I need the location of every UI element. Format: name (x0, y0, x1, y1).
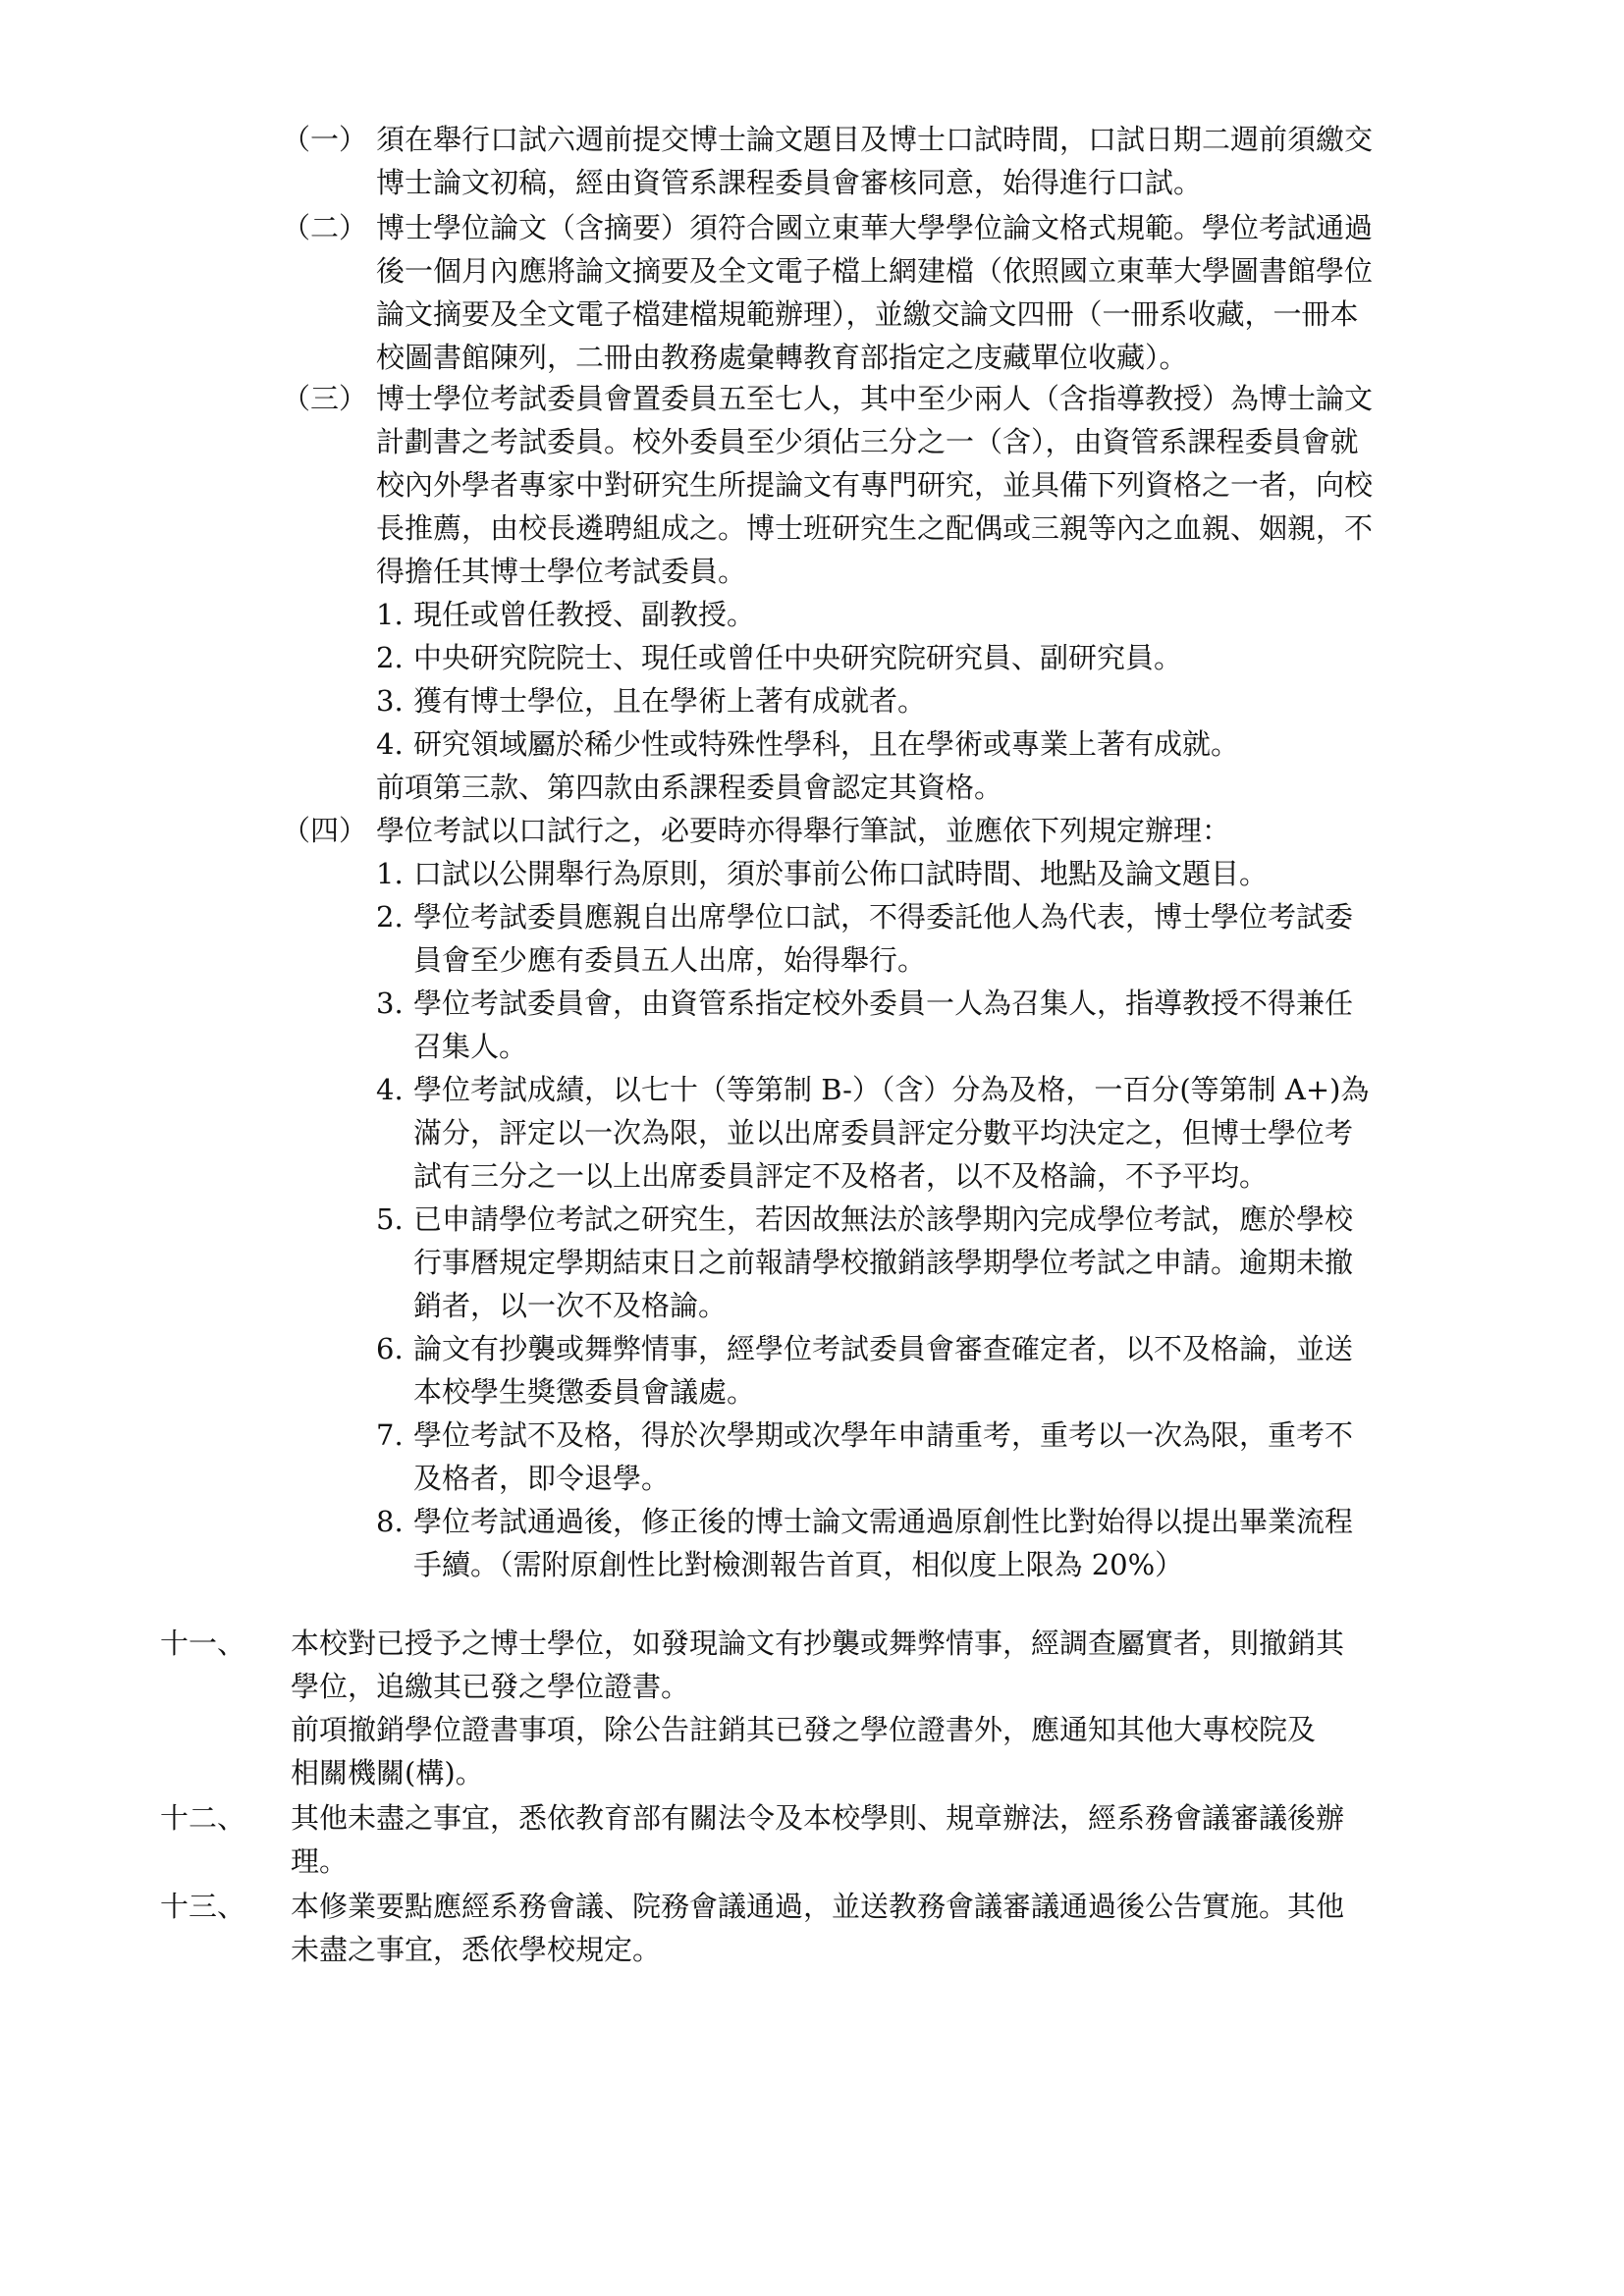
text-line: 本校對已授予之博士學位，如發現論文有抄襲或舞弊情事，經調查屬實者，則撤銷其 (291, 1627, 1345, 1660)
text-line: 學位考試以口試行之，必要時亦得舉行筆試，並應依下列規定辦理： (376, 814, 1231, 847)
text-line: 理。 (291, 1844, 349, 1878)
list-number: 3. (376, 684, 404, 718)
list-item: 學位考試委員會，由資管系指定校外委員一人為召集人，指導教授不得兼任 (413, 987, 1354, 1020)
text-line: 後一個月內應將論文摘要及全文電子檔上網建檔（依照國立東華大學圖書館學位 (376, 254, 1374, 288)
list-item-continuation: 及格者，即令退學。 (413, 1462, 671, 1495)
text-line: 博士學位論文（含摘要）須符合國立東華大學學位論文格式規範。學位考試通過 (376, 211, 1374, 244)
list-number: 4. (376, 1073, 404, 1106)
text-line: 論文摘要及全文電子檔建檔規範辦理），並繳交論文四冊（一冊系收藏，一冊本 (376, 297, 1359, 331)
text-line: 計劃書之考試委員。校外委員至少須佔三分之一（含），由資管系課程委員會就 (376, 425, 1359, 458)
list-item-continuation: 員會至少應有委員五人出席，始得舉行。 (413, 943, 927, 977)
text-line: 博士論文初稿，經由資管系課程委員會審核同意，始得進行口試。 (376, 166, 1203, 199)
sub-item-label: （四） (282, 814, 368, 847)
sub-item-label: （三） (282, 382, 368, 415)
list-item: 獲有博士學位，且在學術上著有成就者。 (413, 684, 927, 718)
list-item: 已申請學位考試之研究生，若因故無法於該學期內完成學位考試，應於學校 (413, 1202, 1354, 1236)
article-label: 十三、 (160, 1890, 246, 1923)
list-item: 學位考試通過後，修正後的博士論文需通過原創性比對始得以提出畢業流程 (413, 1505, 1354, 1538)
text-line: 得擔任其博士學位考試委員。 (376, 555, 747, 588)
text-line: 其他未盡之事宜，悉依教育部有關法令及本校學則、規章辦法，經系務會議審議後辦 (291, 1801, 1345, 1835)
list-item: 學位考試不及格，得於次學期或次學年申請重考，重考以一次為限，重考不 (413, 1418, 1354, 1452)
list-item-continuation: 本校學生獎懲委員會議處。 (413, 1375, 756, 1409)
list-item: 口試以公開舉行為原則，須於事前公佈口試時間、地點及論文題目。 (413, 857, 1269, 890)
list-item: 現任或曾任教授、副教授。 (413, 598, 756, 631)
list-number: 7. (376, 1418, 404, 1452)
list-item-continuation: 銷者，以一次不及格論。 (413, 1289, 728, 1322)
sub-item-label: （二） (282, 211, 368, 244)
list-item-continuation: 行事曆規定學期結束日之前報請學校撤銷該學期學位考試之申請。逾期未撤 (413, 1246, 1354, 1279)
article-label: 十一、 (160, 1627, 246, 1660)
text-line: 前項撤銷學位證書事項，除公告註銷其已發之學位證書外，應通知其他大專校院及 (291, 1713, 1317, 1746)
list-item: 論文有抄襲或舞弊情事，經學位考試委員會審查確定者，以不及格論，並送 (413, 1332, 1354, 1365)
list-number: 4. (376, 727, 404, 761)
list-item: 中央研究院院士、現任或曾任中央研究院研究員、副研究員。 (413, 641, 1183, 674)
list-item: 研究領域屬於稀少性或特殊性學科，且在學術或專業上著有成就。 (413, 727, 1240, 761)
text-line: 校圖書館陳列，二冊由教務處彙轉教育部指定之庋藏單位收藏）。 (376, 341, 1188, 374)
text-line: 長推薦，由校長遴聘組成之。博士班研究生之配偶或三親等內之血親、姻親，不 (376, 511, 1374, 545)
list-number: 6. (376, 1332, 404, 1365)
text-line: 未盡之事宜，悉依學校規定。 (291, 1933, 662, 1966)
note-line: 前項第三款、第四款由系課程委員會認定其資格。 (376, 771, 1003, 804)
list-number: 1. (376, 857, 404, 890)
text-line: 本修業要點應經系務會議、院務會議通過，並送教務會議審議通過後公告實施。其他 (291, 1890, 1345, 1923)
list-item-continuation: 試有三分之一以上出席委員評定不及格者，以不及格論，不予平均。 (413, 1159, 1269, 1193)
text-line: 博士學位考試委員會置委員五至七人，其中至少兩人（含指導教授）為博士論文 (376, 382, 1374, 415)
list-number: 2. (376, 900, 404, 934)
text-line: 學位，追繳其已發之學位證書。 (291, 1670, 690, 1703)
list-item: 學位考試成績，以七十（等第制 B-）（含）分為及格，一百分(等第制 A+)為 (413, 1073, 1370, 1106)
list-item: 學位考試委員應親自出席學位口試，不得委託他人為代表，博士學位考試委 (413, 900, 1354, 934)
list-item-continuation: 滿分，評定以一次為限，並以出席委員評定分數平均決定之，但博士學位考 (413, 1116, 1354, 1149)
list-item-continuation: 召集人。 (413, 1030, 528, 1063)
article-label: 十二、 (160, 1801, 246, 1835)
text-line: 校內外學者專家中對研究生所提論文有專門研究，並具備下列資格之一者，向校 (376, 468, 1374, 502)
list-number: 2. (376, 641, 404, 674)
text-line: 相關機關(構)。 (291, 1756, 484, 1789)
list-number: 3. (376, 987, 404, 1020)
list-item-continuation: 手續。（需附原創性比對檢測報告首頁，相似度上限為 20%） (413, 1548, 1184, 1581)
list-number: 5. (376, 1202, 404, 1236)
text-line: 須在舉行口試六週前提交博士論文題目及博士口試時間，口試日期二週前須繳交 (376, 123, 1374, 156)
sub-item-label: （一） (282, 123, 368, 156)
list-number: 1. (376, 598, 404, 631)
list-number: 8. (376, 1505, 404, 1538)
